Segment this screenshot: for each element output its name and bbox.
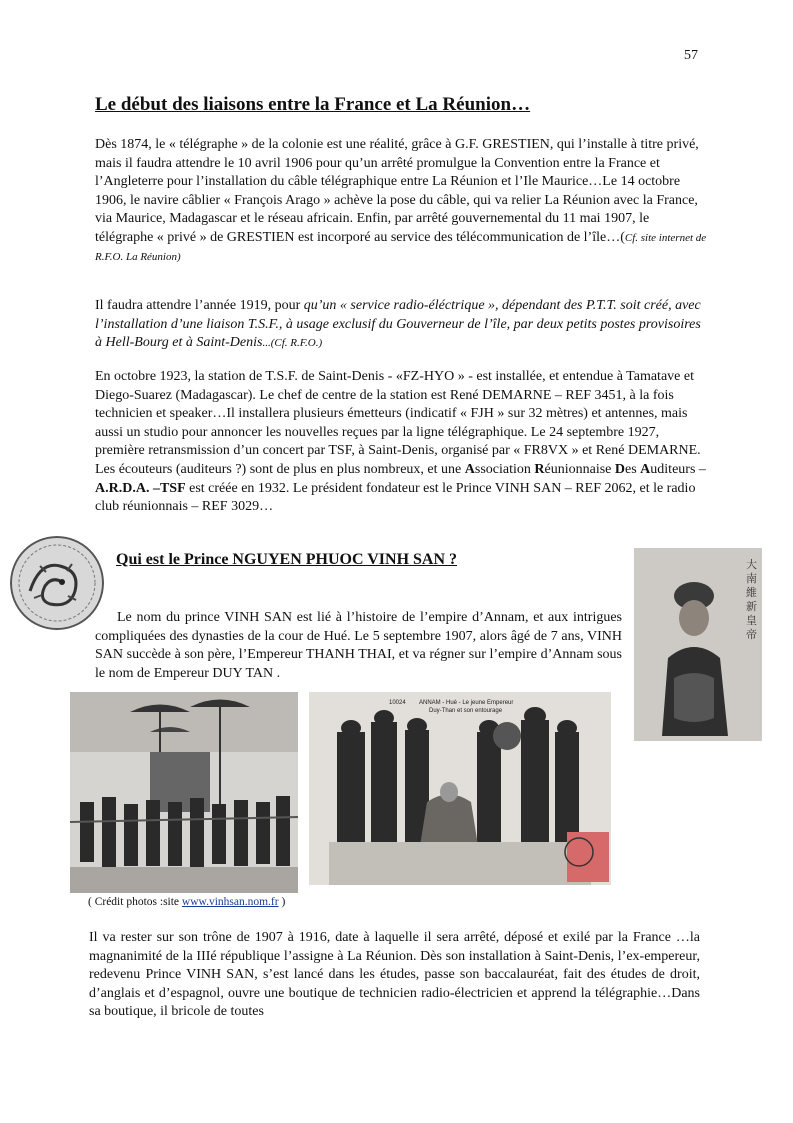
acronym-word: ssociation <box>474 461 535 477</box>
postcard-caption-2: Duy-Than et son entourage <box>429 708 503 714</box>
dragon-emblem-icon <box>10 536 104 630</box>
svg-text:新: 新 <box>746 601 757 613</box>
postcard-caption-1: ANNAM - Hué - Le jeune Empereur <box>419 700 514 706</box>
acronym-letter: A <box>464 461 475 477</box>
procession-photo <box>70 692 298 893</box>
paragraph-text: En octobre 1923, la station de T.S.F. de Saint-Denis - «FZ-HYO » - est installée, et entendue à Tamatave et Diego-Suarez (Madagascar). Le chef de centre de la station est René DEMARNE – REF 3451, à la fois technicien et speaker…Il installera plusieurs émetteurs (indicatif « FJH » sur 32 mètres) et antennes, mais aussi un studio pour annoncer les nouvelles reçues par la ligne télégraphique. Le 24 septembre 1927, première retransmission d’un concert par TSF, à Saint-Denis, organisé par « FR8VX » et René DEMARNE. Les écouteurs (auditeurs ?) sont de plus en plus nombreux, et une <box>95 369 701 477</box>
association-name: A.R.D.A. –TSF <box>95 480 186 496</box>
acronym-word: uditeurs – <box>650 461 706 477</box>
paragraph-text: Il faudra attendre l’année 1919, pour <box>95 298 304 313</box>
postcard-number: 10024 <box>389 700 406 706</box>
svg-text:維: 維 <box>746 587 757 599</box>
svg-text:皇: 皇 <box>746 615 757 627</box>
page-number: 57 <box>684 48 698 63</box>
acronym-word: éunionnaise <box>544 461 615 477</box>
postcard-image-icon <box>309 692 611 885</box>
paragraph-prince: Le nom du prince VINH SAN est lié à l’histoire de l’empire d’Annam, et aux intrigues compliquées des dynasties de la cour de Hué. Le 5 septembre 1907, alors âgé de 7 ans, VINH SAN succède à son père, l’Empereur THANH THAI, et va régner sur l’empire d’Annam sous le nom de Empereur DUY TAN . <box>95 610 622 681</box>
paragraph-tsf-station <box>95 368 707 517</box>
portrait-image-icon <box>634 548 762 741</box>
paragraph-exile: Il va rester sur son trône de 1907 à 1916, date à laquelle il sera arrêté, déposé et exilé par la France …la magnanimité de la IIIé république l’assigne à La Réunion. Dès son installation à Saint-Denis, l’ex-empereur, redevenu Prince VINH SAN, s’est lancé dans les études, passe son baccalauréat, fait des études de droit, d’anglais et d’espagnol, ouvre une boutique de technicien radio-électricien et apprend la télégraphie…Dans sa boutique, il bricole de toutes <box>89 930 700 1020</box>
svg-text:大: 大 <box>746 559 757 571</box>
acronym-word: es <box>625 461 641 477</box>
caption-prefix: ( Crédit photos :site <box>88 896 182 908</box>
italic-quote: qu’un « service radio-éléctrique », dépendant des P.T.T. soit créé, avec l’installation d’une liaison T.S.F., à usage exclusif du Gouverneur de l’île, par deux petits postes provisoires à Hell-Bourg et à Saint-Denis <box>95 298 701 351</box>
portrait-photo <box>634 548 762 741</box>
page-title: Le début des liaisons entre la France et La Réunion… <box>95 94 531 115</box>
citation: ...(Cf. R.F.O.) <box>262 337 323 350</box>
acronym-letter: R <box>534 461 545 477</box>
postcard-photo <box>309 692 611 885</box>
acronym-letter: D <box>614 461 625 477</box>
photo-credit <box>88 896 285 908</box>
acronym-letter: A <box>640 461 651 477</box>
citation: Cf. site internet de R.F.O. La Réunion) <box>95 231 707 263</box>
paragraph-text: Dès 1874, le « télégraphe » de la colonie est une réalité, grâce à G.F. GRESTIEN, qui l’installe à titre privé, mais il faudra attendre le 10 avril 1906 pour qu’un arrêté promulgue la Convention entre la France et l’Angleterre pour l’installation du câble télégraphique entre La Réunion et l’Ile Maurice…Le 14 octobre 1906, le navire câblier « François Arago » achève la pose du câble, qui va relier La Réunion avec la France, via Maurice, Madagascar et le réseau africain. Enfin, par arrêté gouvernemental du 11 mai 1907, le télégraphe « privé » de GRESTIEN est incorporé au service des télécommunication de l’île…( <box>95 137 699 245</box>
caption-suffix: ) <box>278 896 286 908</box>
paragraph-radio-service <box>95 297 707 353</box>
paragraph-telegraph <box>95 136 707 266</box>
paragraph-text: est créée en 1932. Le président fondateur est le Prince VINH SAN – REF 2062, et le radio club réunionnais – REF 3029… <box>95 480 696 515</box>
photo-credit-link[interactable]: www.vinhsan.nom.fr <box>181 896 279 908</box>
svg-text:南: 南 <box>746 573 757 585</box>
svg-text:帝: 帝 <box>746 629 757 641</box>
section-title: Qui est le Prince NGUYEN PHUOC VINH SAN ? <box>116 551 458 568</box>
procession-image-icon <box>70 692 298 893</box>
emblem-image <box>10 536 104 630</box>
